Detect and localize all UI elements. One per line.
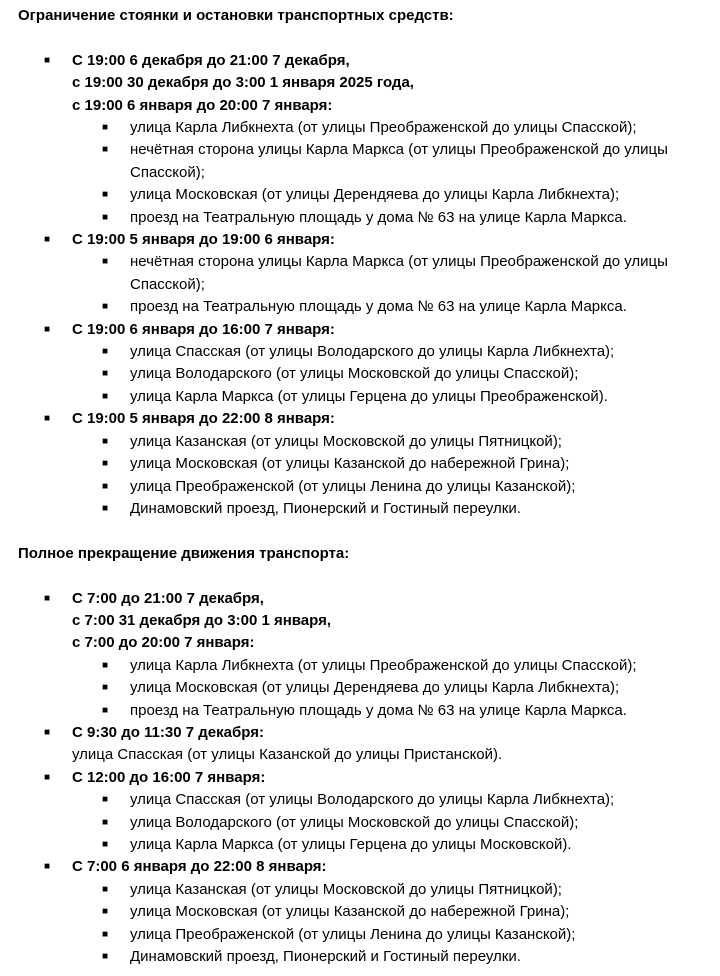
street-text: нечётная сторона улицы Карла Маркса (от улицы Преображенской до улицы Спасской); — [130, 141, 668, 181]
list-item — [72, 789, 716, 811]
period-line: С 19:00 5 января до 19:00 6 января: — [72, 231, 335, 249]
list-item — [72, 363, 716, 385]
street-text: Динамовский проезд, Пионерский и Гостиный переулки. — [130, 948, 521, 966]
period-line: С 7:00 6 января до 22:00 8 января: — [72, 858, 327, 876]
street-text: улица Володарского (от улицы Московской до улицы Спасской); — [130, 813, 579, 831]
street-list — [72, 789, 716, 856]
bullet-icon: ■ — [102, 368, 109, 380]
period-line: С 12:00 до 16:00 7 января: — [72, 768, 266, 786]
street-text: нечётная сторона улицы Карла Маркса (от улицы Преображенской до улицы Спасской); — [130, 253, 668, 293]
list-item — [72, 834, 716, 856]
street-text: улица Московская (от улицы Дерендяева до улицы Карла Либкнехта); — [130, 679, 620, 697]
bullet-icon: ■ — [44, 861, 51, 873]
bullet-icon: ■ — [102, 480, 109, 492]
period-line: С 19:00 6 января до 16:00 7 января: — [72, 320, 335, 338]
bullet-icon: ■ — [102, 122, 109, 134]
street-text: улица Московская (от улицы Дерендяева до улицы Карла Либкнехта); — [130, 186, 620, 204]
period-group — [18, 588, 716, 722]
street-list — [72, 341, 716, 408]
bullet-icon: ■ — [102, 346, 109, 358]
period-group — [18, 408, 716, 520]
bullet-icon: ■ — [102, 458, 109, 470]
street-text: улица Казанская (от улицы Московской до улицы Пятницкой); — [130, 880, 562, 898]
street-list — [72, 431, 716, 521]
period-line: С 9:30 до 11:30 7 декабря: — [72, 723, 264, 741]
street-text: улица Преображенской (от улицы Ленина до улицы Казанской); — [130, 477, 576, 495]
period-line: С 7:00 до 21:00 7 декабря, — [72, 589, 264, 607]
street-text: улица Московская (от улицы Казанской до набережной Грина); — [130, 903, 570, 921]
list-item — [72, 946, 716, 968]
period-line: С 19:00 6 декабря до 21:00 7 декабря, — [72, 51, 350, 69]
bullet-icon: ■ — [44, 726, 51, 738]
bullet-icon: ■ — [102, 435, 109, 447]
street-text: проезд на Театральную площадь у дома № 63 на улице Карла Маркса. — [130, 208, 627, 226]
bullet-icon: ■ — [102, 659, 109, 671]
list-item — [72, 700, 716, 722]
section-heading-parking-restriction: Ограничение стоянки и остановки транспортных средств: — [18, 7, 454, 24]
bullet-icon: ■ — [44, 413, 51, 425]
bullet-icon: ■ — [102, 211, 109, 223]
period-list-parking — [18, 50, 716, 521]
bullet-icon: ■ — [44, 771, 51, 783]
list-item — [72, 655, 716, 677]
list-item — [72, 139, 716, 184]
bullet-icon: ■ — [44, 592, 51, 604]
street-text: улица Карла Либкнехта (от улицы Преображенской до улицы Спасской); — [130, 656, 637, 674]
list-item — [72, 879, 716, 901]
period-group — [18, 50, 716, 229]
street-text: улица Карла Либкнехта (от улицы Преображенской до улицы Спасской); — [130, 119, 637, 137]
street-text: улица Карла Маркса (от улицы Герцена до улицы Московской). — [130, 835, 572, 853]
street-text: улица Московская (от улицы Казанской до набережной Грина); — [130, 455, 570, 473]
bullet-icon: ■ — [102, 390, 109, 402]
list-item — [72, 431, 716, 453]
bullet-icon: ■ — [102, 189, 109, 201]
list-item — [72, 386, 716, 408]
period-group — [18, 856, 716, 968]
period-line: с 19:00 30 декабря до 3:00 1 января 2025 года, — [72, 74, 414, 92]
section-heading-traffic-closure: Полное прекращение движения транспорта: — [18, 544, 350, 562]
list-item — [72, 251, 716, 296]
period-list-closure — [18, 588, 716, 969]
period-line: С 19:00 5 января до 22:00 8 января: — [72, 410, 335, 428]
bullet-icon: ■ — [102, 816, 109, 828]
list-item — [72, 901, 716, 923]
period-line: с 7:00 31 декабря до 3:00 1 января, — [72, 611, 332, 629]
list-item — [72, 117, 716, 139]
street-text: улица Спасская (от улицы Казанской до улицы Пристанской). — [72, 746, 503, 764]
bullet-icon: ■ — [102, 794, 109, 806]
bullet-icon: ■ — [102, 704, 109, 716]
street-text: улица Спасская (от улицы Володарского до улицы Карла Либкнехта); — [130, 343, 615, 361]
bullet-icon: ■ — [102, 682, 109, 694]
street-text: улица Преображенской (от улицы Ленина до улицы Казанской); — [130, 925, 576, 943]
list-item — [72, 341, 716, 363]
street-text: проезд на Театральную площадь у дома № 63 на улице Карла Маркса. — [130, 298, 627, 316]
list-item — [72, 207, 716, 229]
bullet-icon: ■ — [102, 256, 109, 268]
list-item — [72, 296, 716, 318]
list-item — [72, 812, 716, 834]
period-line: с 7:00 до 20:00 7 января: — [72, 634, 255, 652]
period-group — [18, 722, 716, 767]
list-item — [72, 453, 716, 475]
list-item — [72, 924, 716, 946]
bullet-icon: ■ — [102, 838, 109, 850]
street-text: Динамовский проезд, Пионерский и Гостиный переулки. — [130, 499, 521, 517]
street-text: проезд на Театральную площадь у дома № 63 на улице Карла Маркса. — [130, 701, 627, 719]
period-line: с 19:00 6 января до 20:00 7 января: — [72, 96, 333, 114]
street-text: улица Спасская (от улицы Володарского до улицы Карла Либкнехта); — [130, 791, 615, 809]
street-list — [72, 879, 716, 969]
bullet-icon: ■ — [102, 883, 109, 895]
street-text: улица Володарского (от улицы Московской до улицы Спасской); — [130, 365, 579, 383]
street-text: улица Казанская (от улицы Московской до улицы Пятницкой); — [130, 432, 562, 450]
street-list — [72, 117, 716, 229]
period-group — [18, 767, 716, 857]
street-list — [72, 655, 716, 722]
bullet-icon: ■ — [102, 951, 109, 963]
bullet-icon: ■ — [102, 502, 109, 514]
document — [18, 5, 716, 968]
list-item — [72, 476, 716, 498]
street-text: улица Карла Маркса (от улицы Герцена до улицы Преображенской). — [130, 387, 608, 405]
period-group — [18, 229, 716, 319]
list-item — [72, 184, 716, 206]
period-group — [18, 319, 716, 409]
bullet-icon: ■ — [44, 323, 51, 335]
bullet-icon: ■ — [102, 906, 109, 918]
bullet-icon: ■ — [44, 234, 51, 246]
bullet-icon: ■ — [102, 301, 109, 313]
street-list — [72, 251, 716, 318]
bullet-icon: ■ — [44, 54, 51, 66]
list-item — [72, 498, 716, 520]
bullet-icon: ■ — [102, 928, 109, 940]
bullet-icon: ■ — [102, 144, 109, 156]
list-item — [72, 677, 716, 699]
